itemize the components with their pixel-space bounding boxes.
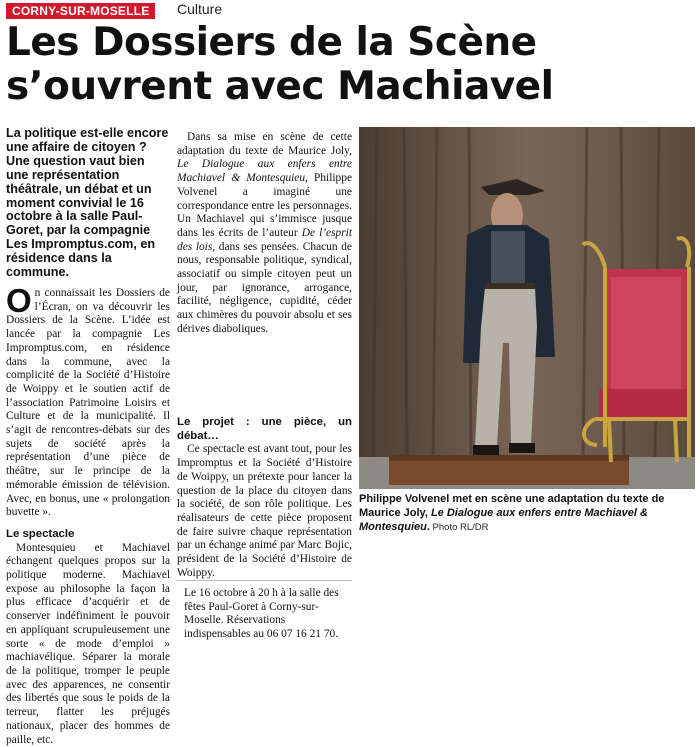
practical-info: Le 16 octobre à 20 h à la salle des fêtes Paul-Goret à Corny-sur-Moselle. Réservations indispensables au 06 07 16 21 70. <box>184 587 339 641</box>
caption-play-title: Le Dialogue aux enfers entre Machiavel & Montesquieu <box>359 506 648 533</box>
paragraph-projet: Ce spectacle est avant tout, pour les Impromptus et la Société d’Histoire de Woippy, un prétexte pour lancer la question de la place du citoyen dans la société, de son rôle politique. Les réalisateurs de cette pièce proposent de faire suivre chaque représentation par un échange animé par Marc Bojic, président de la Société d’Histoire de Woippy. <box>177 443 352 579</box>
article-column-2 <box>177 131 352 337</box>
info-separator <box>177 580 352 581</box>
rubric-label: Culture <box>177 1 223 17</box>
article-column-3 <box>177 416 352 580</box>
paragraph-spectacle: Montesquieu et Machiavel échangent quelques propos sur la politique moderne. Machiavel expose au philosophe la façon la plus efficace d’acquérir et de conserver indéfiniment le pouvoir en appliquant scrupuleusement une sorte « de mode d’emploi » machiavélique. Séparer la morale de la politique, tromper le peuple avec des apparences, ne consentir des libertés que sous le poids de la terreur, flatter les préjugés nationaux, placer des hommes de paille, etc. <box>6 541 170 746</box>
photo-caption <box>359 493 699 534</box>
headline <box>6 21 696 109</box>
paragraph-intro <box>6 282 170 520</box>
paragraph-adaptation <box>177 131 352 337</box>
adaptation-book-title: De l’esprit des lois <box>177 226 352 253</box>
article-photo <box>359 127 695 489</box>
headline-line-2: s’ouvrent avec Machiavel <box>6 64 554 109</box>
caption-text-b: . <box>426 520 430 533</box>
adaptation-text-b: , Philippe Volvenel a imaginé une correspondance entre les personnages. Un Machiavel qui s’immisce jusque dans les écrits de l’auteur <box>177 172 352 239</box>
headline-line-1: Les Dossiers de la Scène <box>6 20 537 65</box>
paragraph-intro-text: n connaissait les Dossiers de l’Écran, on va découvrir les Dossiers de la Scène. L’idée est lancée par la compagnie Les Impromptus.com, en résidence dans la commune, avec la complicité de la Société d’Histoire de Woippy et le soutien actif de l’association Patrimoine Loisirs et Culture et de la municipalité. Il s’agit de rencontres-débats sur des sujets de société après la représentation d’une pièce de théâtre, sur le principe de la mémorable émission de télévision. Avec, en bonus, une « prolongation buvette ». <box>6 287 170 519</box>
caption-text-a: Philippe Volvenel met en scène une adaptation du texte de Maurice Joly, <box>359 493 665 519</box>
adaptation-text-a: Dans sa mise en scène de cette adaptation du texte de Maurice Joly, <box>177 131 352 157</box>
subheading-projet: Le projet : une pièce, un débat… <box>177 416 352 442</box>
adaptation-text-c: , dans ses pensées. Chacun de nous, responsable politique, syndical, associatif ou simple citoyen peut un jour, par ignorance, arrogance, facilité, négligence, cupidité, céder aux chimères du pouvoir absolu et ses dérives diaboliques. <box>177 240 352 335</box>
subheading-spectacle: Le spectacle <box>6 527 75 540</box>
actor-on-stage-photo <box>359 127 695 489</box>
location-tag: CORNY-SUR-MOSELLE <box>6 3 155 19</box>
adaptation-play-title: Le Dialogue aux enfers entre Machiavel & Montesquieu <box>177 158 352 185</box>
drop-cap: O <box>6 282 32 319</box>
article-column-1 <box>6 282 170 747</box>
chapo-intro: La politique est-elle encore une affaire de citoyen ? Une question vaut bien une représentation théâtrale, un débat et un moment convivial le 16 octobre à la salle Paul-Goret, par la compagnie Les Impromptus.com, en résidence dans la commune. <box>6 126 169 280</box>
photo-credit: Photo RL/DR <box>429 521 489 533</box>
